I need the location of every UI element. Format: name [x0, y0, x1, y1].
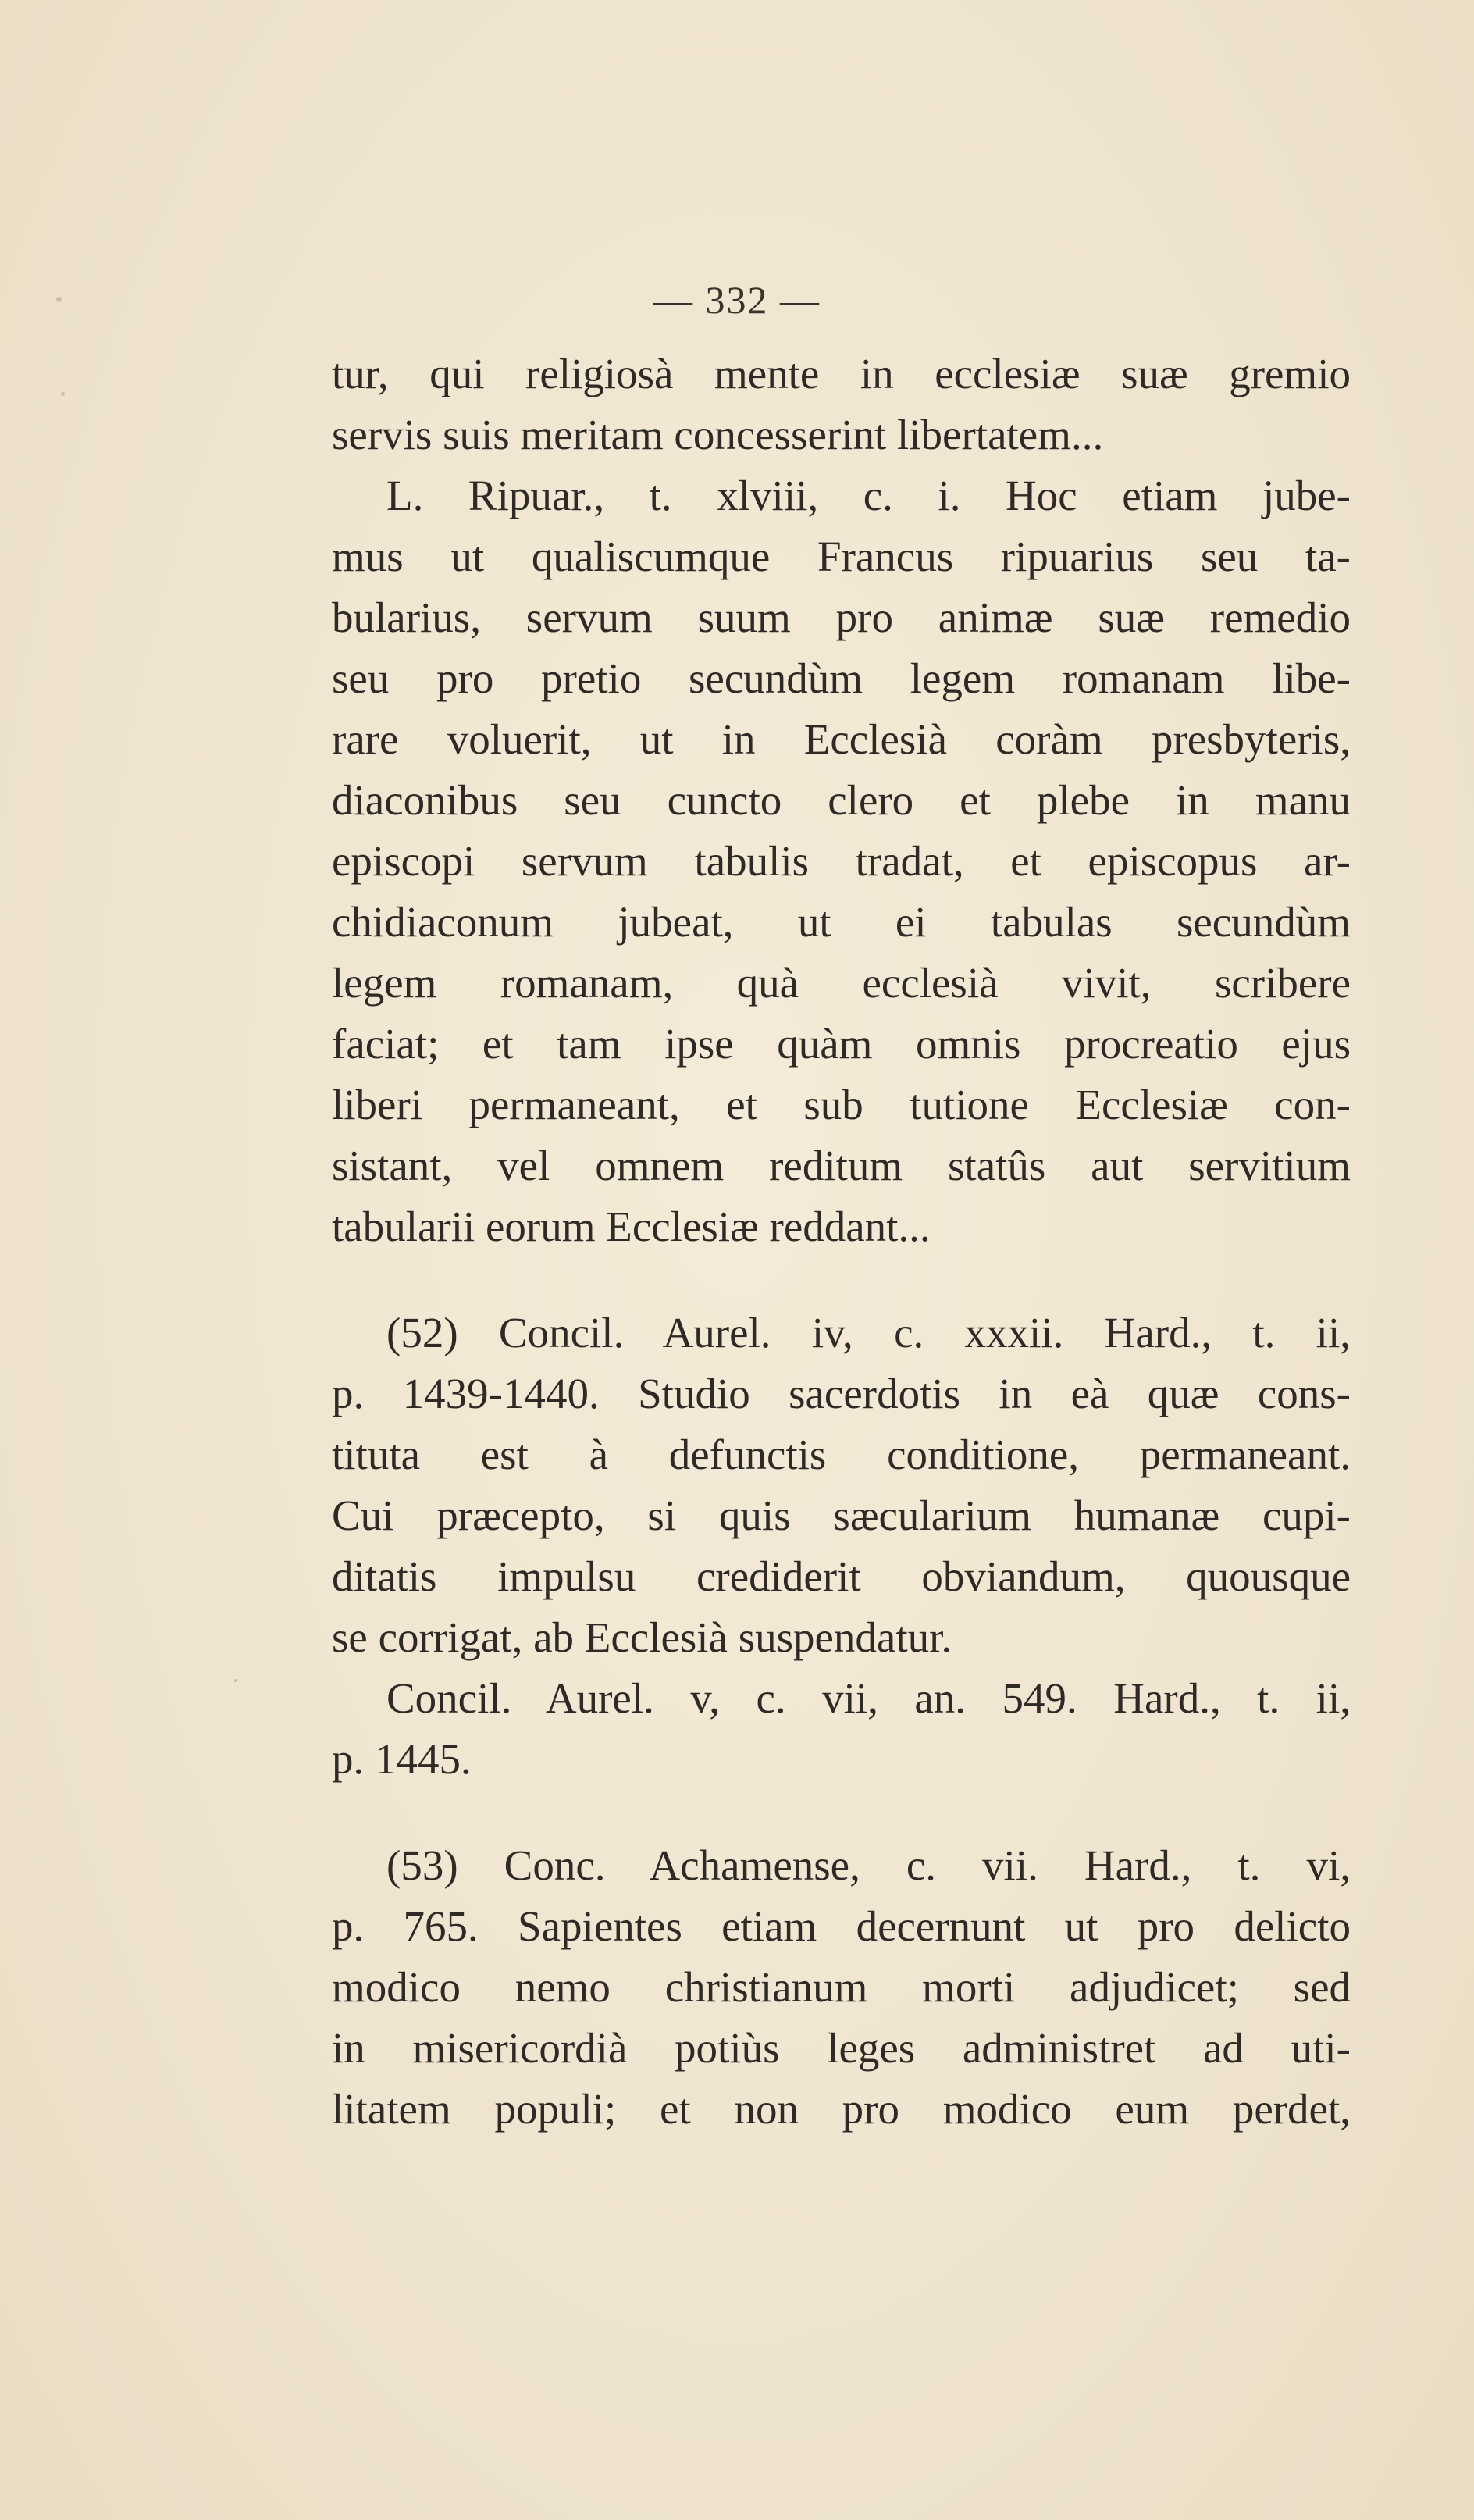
text-line: mus ut qualiscumque Francus ripuarius seu ta-: [332, 533, 1351, 580]
text-line: litatem populi; et non pro modico eum perdet,: [332, 2085, 1351, 2133]
footnote-paragraph: [332, 1303, 1351, 1668]
paragraph: [332, 1668, 1351, 1790]
text-line: diaconibus seu cuncto clero et plebe in manu: [332, 776, 1351, 824]
paper-speck: [61, 392, 65, 396]
text-line: tituta est à defunctis conditione, permaneant.: [332, 1431, 1351, 1478]
text-line: rare voluerit, ut in Ecclesià coràm presbyteris,: [332, 715, 1351, 763]
text-line: tabularii eorum Ecclesiæ reddant...: [332, 1203, 931, 1250]
text-line: in misericordià potiùs leges administret ad uti-: [332, 2024, 1351, 2072]
text-line: (52) Concil. Aurel. iv, c. xxxii. Hard., t. ii,: [386, 1309, 1351, 1356]
text-line: tur, qui religiosà mente in ecclesiæ suæ gremio: [332, 350, 1351, 397]
text-line: bularius, servum suum pro animæ suæ remedio: [332, 593, 1351, 641]
text-line: legem romanam, quà ecclesià vivit, scribere: [332, 959, 1351, 1007]
paragraph: [332, 465, 1351, 1257]
footnote-paragraph: [332, 1835, 1351, 2140]
text-line: (53) Conc. Achamense, c. vii. Hard., t. vi,: [386, 1841, 1351, 1889]
paragraph-gap: [332, 1257, 1351, 1303]
text-line: episcopi servum tabulis tradat, et episcopus ar-: [332, 837, 1351, 885]
text-line: L. Ripuar., t. xlviii, c. i. Hoc etiam jube-: [386, 472, 1351, 519]
text-line: p. 1445.: [332, 1735, 472, 1783]
text-line: servis suis meritam concesserint libertatem...: [332, 411, 1104, 458]
text-line: modico nemo christianum morti adjudicet; sed: [332, 1963, 1351, 2011]
text-line: seu pro pretio secundùm legem romanam libe-: [332, 654, 1351, 702]
text-line: Concil. Aurel. v, c. vii, an. 549. Hard., t. ii,: [386, 1674, 1351, 1722]
text-line: faciat; et tam ipse quàm omnis procreatio ejus: [332, 1020, 1351, 1068]
text-line: liberi permaneant, et sub tutione Ecclesiæ con-: [332, 1081, 1351, 1128]
text-line: se corrigat, ab Ecclesià suspendatur.: [332, 1613, 952, 1661]
text-line: p. 765. Sapientes etiam decernunt ut pro delicto: [332, 1902, 1351, 1950]
text-line: ditatis impulsu crediderit obviandum, quousque: [332, 1552, 1351, 1600]
text-line: chidiaconum jubeat, ut ei tabulas secundùm: [332, 898, 1351, 946]
body-text: [332, 344, 1351, 2140]
text-line: Cui præcepto, si quis sæcularium humanæ cupi-: [332, 1492, 1351, 1539]
text-line: p. 1439-1440. Studio sacerdotis in eà quæ cons-: [332, 1370, 1351, 1417]
paper-speck: [234, 1679, 237, 1682]
paragraph-gap: [332, 1790, 1351, 1835]
page-number: — 332 —: [653, 278, 821, 322]
paragraph: [332, 344, 1351, 465]
text-line: sistant, vel omnem reditum statûs aut servitium: [332, 1142, 1351, 1189]
